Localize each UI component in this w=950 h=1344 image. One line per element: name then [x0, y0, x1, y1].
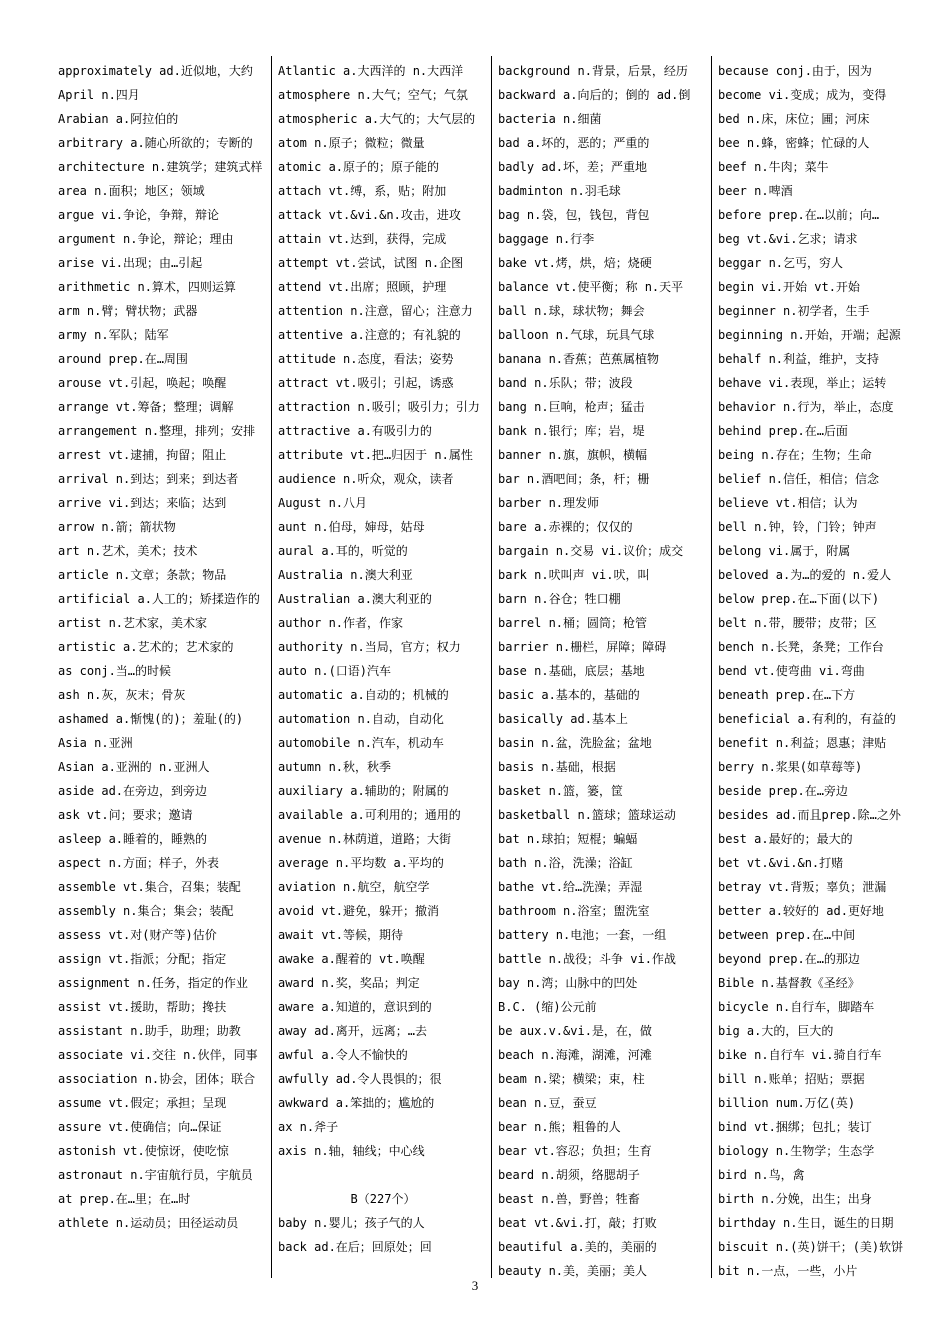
word-entry: belt n.带，腰带；皮带；区	[718, 616, 877, 630]
word-entry: besides ad.而且prep.除…之外	[718, 808, 901, 822]
word-entry: beggar n.乞丐，穷人	[718, 256, 844, 270]
word-column-3	[498, 56, 710, 1278]
word-entry: attentive a.注意的；有礼貌的	[278, 328, 461, 342]
word-entry: behalf n.利益，维护，支持	[718, 352, 880, 366]
word-entry: bed n.床，床位；圃；河床	[718, 112, 870, 126]
word-entry: beneficial a.有利的，有益的	[718, 712, 896, 726]
word-entry: atmospheric a.大气的；大气层的	[278, 112, 476, 126]
word-entry: autumn n.秋，秋季	[278, 760, 392, 774]
word-entry: belong vi.属于，附属	[718, 544, 851, 558]
word-entry: aspect n.方面；样子，外表	[58, 856, 220, 870]
word-entry: atomic a.原子的；原子能的	[278, 160, 440, 174]
word-entry: astonish vt.使惊讶，使吃惊	[58, 1144, 229, 1158]
word-entry: balance vt.使平衡；称 n.天平	[498, 280, 684, 294]
word-entry: barber n.理发师	[498, 496, 600, 510]
word-entry: attach vt.缚，系，贴；附加	[278, 184, 447, 198]
word-entry: behind prep.在…后面	[718, 424, 848, 438]
word-entry: bend vt.使弯曲 vi.弯曲	[718, 664, 865, 678]
word-entry: aunt n.伯母，婶母，姑母	[278, 520, 425, 534]
word-entry: arise vi.出现；由…引起	[58, 256, 203, 270]
word-entry: astronaut n.宇宙航行员，宇航员	[58, 1168, 253, 1182]
word-entry: bear vt.容忍；负担；生育	[498, 1144, 652, 1158]
word-entry: bit n.一点，一些，小片	[718, 1264, 858, 1278]
word-entry: before prep.在…以前；向…	[718, 208, 880, 222]
word-entry: bet vt.&vi.&n.打赌	[718, 856, 844, 870]
word-entry: basketball n.篮球；篮球运动	[498, 808, 676, 822]
word-entry: basic a.基本的，基础的	[498, 688, 640, 702]
word-entry: auto n.(口语)汽车	[278, 664, 392, 678]
word-entry: below prep.在…下面(以下)	[718, 592, 880, 606]
word-entry: arrangement n.整理，排列；安排	[58, 424, 256, 438]
word-entry: assistant n.助手，助理；助教	[58, 1024, 241, 1038]
word-entry: Bible n.基督教《圣经》	[718, 976, 860, 990]
word-entry: behave vi.表现，举止；运转	[718, 376, 887, 390]
word-entry: basket n.篮，篓，筐	[498, 784, 624, 798]
word-entry: ask vt.问；要求；邀请	[58, 808, 193, 822]
word-entry: better a.较好的 ad.更好地	[718, 904, 884, 918]
word-entry: bean n.豆，蚕豆	[498, 1096, 597, 1110]
word-entry: awake a.醒着的 vt.唤醒	[278, 952, 425, 966]
word-entry: arm n.臂；臂状物；武器	[58, 304, 198, 318]
word-entry: base n.基础，底层；基地	[498, 664, 645, 678]
word-entry: Arabian a.阿拉伯的	[58, 112, 179, 126]
word-entry: arbitrary a.随心所欲的；专断的	[58, 136, 253, 150]
word-entry: bag n.袋，包，钱包，背包	[498, 208, 650, 222]
word-entry: audience n.听众，观众，读者	[278, 472, 454, 486]
word-entry: bind vt.捆绑；包扎；装订	[718, 1120, 872, 1134]
word-entry: baggage n.行李	[498, 232, 595, 246]
word-entry: bicycle n.自行车，脚踏车	[718, 1000, 875, 1014]
word-entry: battery n.电池；一套，一组	[498, 928, 667, 942]
word-entry: badminton n.羽毛球	[498, 184, 621, 198]
word-entry: auxiliary a.辅助的；附属的	[278, 784, 449, 798]
word-entry: atmosphere n.大气；空气；气氛	[278, 88, 468, 102]
word-entry: bang n.巨响，枪声；猛击	[498, 400, 645, 414]
word-entry: Australian a.澳大利亚的	[278, 592, 432, 606]
word-entry: attraction n.吸引；吸引力；引力	[278, 400, 480, 414]
word-entry: bill n.账单；招贴；票据	[718, 1072, 865, 1086]
word-entry: barrel n.桶；圆筒；枪管	[498, 616, 648, 630]
word-entry: attention n.注意，留心；注意力	[278, 304, 473, 318]
word-entry: background n.背景，后景，经历	[498, 64, 688, 78]
word-entry: beauty n.美，美丽；美人	[498, 1264, 648, 1278]
word-entry: beginner n.初学者，生手	[718, 304, 870, 318]
word-entry: big a.大的，巨大的	[718, 1024, 834, 1038]
word-entry: badly ad.坏，差；严重地	[498, 160, 648, 174]
word-entry: be aux.v.&vi.是，在，做	[498, 1024, 652, 1038]
word-entry: automatic a.自动的；机械的	[278, 688, 449, 702]
word-entry: await vt.等候，期待	[278, 928, 404, 942]
word-entry: belief n.信任，相信；信念	[718, 472, 880, 486]
word-entry: because conj.由于，因为	[718, 64, 872, 78]
word-entry: atom n.原子；微粒；微量	[278, 136, 425, 150]
word-entry: Asian a.亚洲的 n.亚洲人	[58, 760, 210, 774]
word-entry: awkward a.笨拙的；尴尬的	[278, 1096, 435, 1110]
word-entry: banner n.旗，旗帜，横幅	[498, 448, 648, 462]
word-entry: arithmetic n.算术，四则运算	[58, 280, 236, 294]
word-entry: bench n.长凳，条凳；工作台	[718, 640, 884, 654]
word-entry: barn n.谷仓；牲口棚	[498, 592, 621, 606]
word-entry: bathe vt.给…洗澡；弄湿	[498, 880, 643, 894]
word-entry: arrange vt.筹备；整理；调解	[58, 400, 234, 414]
word-entry: assume vt.假定；承担；呈现	[58, 1096, 227, 1110]
section-spacer	[278, 1163, 488, 1187]
word-entry: avenue n.林荫道，道路；大街	[278, 832, 452, 846]
word-entry: assignment n.任务，指定的作业	[58, 976, 248, 990]
word-entry: beginning n.开始，开端；起源	[718, 328, 901, 342]
word-entry: berry n.浆果(如草莓等)	[718, 760, 863, 774]
word-entry: attend vt.出席；照顾，护理	[278, 280, 447, 294]
word-entry: art n.艺术，美术；技术	[58, 544, 198, 558]
word-entry: barrier n.栅栏，屏障；障碍	[498, 640, 667, 654]
word-entry: artistic a.艺术的；艺术家的	[58, 640, 234, 654]
word-entry: aviation n.航空，航空学	[278, 880, 430, 894]
word-entry: attract vt.吸引；引起，诱惑	[278, 376, 454, 390]
word-entry: between prep.在…中间	[718, 928, 856, 942]
word-entry: assign vt.指派；分配；指定	[58, 952, 227, 966]
word-entry: backward a.向后的；倒的 ad.倒	[498, 88, 691, 102]
word-entry: beneath prep.在…下方	[718, 688, 856, 702]
word-entry: author n.作者，作家	[278, 616, 404, 630]
word-entry: article n.文章；条款；物品	[58, 568, 227, 582]
word-entry: being n.存在；生物；生命	[718, 448, 872, 462]
word-entry: away ad.离开，远离；…去	[278, 1024, 428, 1038]
word-entry: around prep.在…周围	[58, 352, 188, 366]
word-entry: bee n.蜂，密蜂；忙碌的人	[718, 136, 870, 150]
word-entry: behavior n.行为，举止，态度	[718, 400, 894, 414]
word-entry: betray vt.背叛；辜负；泄漏	[718, 880, 887, 894]
word-entry: ball n.球，球状物；舞会	[498, 304, 645, 318]
word-entry: awfully ad.令人畏惧的；很	[278, 1072, 442, 1086]
word-entry: battle n.战役；斗争 vi.作战	[498, 952, 676, 966]
word-column-2	[278, 56, 490, 1278]
word-entry: assemble vt.集合，召集；装配	[58, 880, 241, 894]
word-entry: biology n.生物学；生态学	[718, 1144, 875, 1158]
word-entry: begin vi.开始 vt.开始	[718, 280, 860, 294]
word-entry: April n.四月	[58, 88, 140, 102]
word-entry: aware a.知道的，意识到的	[278, 1000, 432, 1014]
word-entry: at prep.在…里；在…时	[58, 1192, 191, 1206]
word-entry: bear n.熊；粗鲁的人	[498, 1120, 621, 1134]
word-entry: automobile n.汽车，机动车	[278, 736, 444, 750]
word-entry: association n.协会，团体；联合	[58, 1072, 256, 1086]
word-entry: basically ad.基本上	[498, 712, 628, 726]
word-entry: baby n.婴儿；孩子气的人	[278, 1216, 425, 1230]
word-entry: attitude n.态度，看法；姿势	[278, 352, 454, 366]
word-entry: biscuit n.(英)饼干；(美)软饼	[718, 1240, 904, 1254]
word-entry: assembly n.集合；集会；装配	[58, 904, 234, 918]
word-entry: ashamed a.惭愧(的)；羞耻(的)	[58, 712, 244, 726]
word-entry: bike n.自行车 vi.骑自行车	[718, 1048, 882, 1062]
word-entry: birth n.分娩，出生；出身	[718, 1192, 872, 1206]
word-entry: argue vi.争论，争辩，辩论	[58, 208, 220, 222]
word-entry: bare a.赤裸的；仅仅的	[498, 520, 633, 534]
word-entry: assure vt.使确信；向…保证	[58, 1120, 222, 1134]
word-entry: beef n.牛肉；菜牛	[718, 160, 829, 174]
column-divider-2	[491, 56, 492, 1278]
word-entry: arrival n.到达；到来；到达者	[58, 472, 239, 486]
word-entry: attempt vt.尝试，试图 n.企图	[278, 256, 464, 270]
word-entry: available a.可利用的；通用的	[278, 808, 461, 822]
word-entry: band n.乐队；带；波段	[498, 376, 633, 390]
word-entry: beloved a.为…的爱的 n.爱人	[718, 568, 892, 582]
word-entry: banana n.香蕉；芭蕉属植物	[498, 352, 660, 366]
page-number: 3	[471, 1278, 479, 1293]
word-entry: approximately ad.近似地，大约	[58, 64, 253, 78]
word-entry: beautiful a.美的，美丽的	[498, 1240, 657, 1254]
word-entry: bath n.浴，洗澡；浴缸	[498, 856, 633, 870]
word-entry: argument n.争论，辩论；理由	[58, 232, 234, 246]
word-entry: billion num.万亿(英)	[718, 1096, 856, 1110]
word-entry: bathroom n.浴室；盥洗室	[498, 904, 650, 918]
word-entry: bark n.吠叫声 vi.吠，叫	[498, 568, 650, 582]
section-heading: B（227个）	[350, 1192, 416, 1206]
word-column-1	[58, 56, 270, 1278]
word-entry: beside prep.在…旁边	[718, 784, 848, 798]
word-entry: bake vt.烤，烘，焙；烧硬	[498, 256, 652, 270]
word-entry: axis n.轴，轴线；中心线	[278, 1144, 425, 1158]
word-entry: associate vi.交往 n.伙伴，同事	[58, 1048, 258, 1062]
word-entry: aural a.耳的，听觉的	[278, 544, 408, 558]
word-entry: arrive vi.到达；来临；达到	[58, 496, 227, 510]
word-entry: as conj.当…的时候	[58, 664, 172, 678]
word-entry: assess vt.对(财产等)估价	[58, 928, 217, 942]
column-divider-1	[271, 56, 272, 1278]
word-entry: aside ad.在旁边，到旁边	[58, 784, 208, 798]
word-entry: Australia n.澳大利亚	[278, 568, 413, 582]
word-entry: arouse vt.引起，唤起；唤醒	[58, 376, 227, 390]
word-entry: best a.最好的；最大的	[718, 832, 853, 846]
word-entry: bad a.坏的，恶的；严重的	[498, 136, 650, 150]
word-entry: awful a.令人不愉快的	[278, 1048, 408, 1062]
word-entry: bay n.湾；山脉中的凹处	[498, 976, 638, 990]
word-entry: attribute vt.把…归因于 n.属性	[278, 448, 473, 462]
word-entry: beard n.胡须，络腮胡子	[498, 1168, 640, 1182]
word-entry: believe vt.相信；认为	[718, 496, 858, 510]
word-entry: beam n.梁；横梁；束，柱	[498, 1072, 645, 1086]
word-entry: award n.奖，奖品；判定	[278, 976, 420, 990]
word-entry: B.C. (缩)公元前	[498, 1000, 597, 1014]
word-entry: benefit n.利益；恩惠；津贴	[718, 736, 887, 750]
word-entry: bird n.鸟，禽	[718, 1168, 805, 1182]
word-entry: bar n.酒吧间；条，杆；栅	[498, 472, 650, 486]
word-entry: attack vt.&vi.&n.攻击，进攻	[278, 208, 461, 222]
word-entry: beast n.兽，野兽；牲畜	[498, 1192, 640, 1206]
word-entry: Asia n.亚洲	[58, 736, 133, 750]
word-entry: arrow n.箭；箭状物	[58, 520, 176, 534]
word-entry: balloon n.气球，玩具气球	[498, 328, 655, 342]
word-entry: average n.平均数 a.平均的	[278, 856, 444, 870]
word-entry: beyond prep.在…的那边	[718, 952, 860, 966]
word-entry: birthday n.生日，诞生的日期	[718, 1216, 894, 1230]
word-entry: beat vt.&vi.打，敲；打败	[498, 1216, 657, 1230]
word-entry: back ad.在后；回原处；回	[278, 1240, 432, 1254]
word-entry: August n.八月	[278, 496, 368, 510]
word-entry: area n.面积；地区；领域	[58, 184, 205, 198]
word-entry: asleep a.睡着的，睡熟的	[58, 832, 208, 846]
word-entry: Atlantic a.大西洋的 n.大西洋	[278, 64, 464, 78]
word-entry: beer n.啤酒	[718, 184, 793, 198]
word-entry: attractive a.有吸引力的	[278, 424, 432, 438]
word-entry: automation n.自动，自动化	[278, 712, 444, 726]
word-entry: assist vt.援助，帮助；搀扶	[58, 1000, 227, 1014]
word-entry: ax n.斧子	[278, 1120, 339, 1134]
word-entry: ash n.灰，灰末；骨灰	[58, 688, 186, 702]
word-entry: bell n.钟，铃，门铃；钟声	[718, 520, 877, 534]
word-entry: beach n.海滩，湖滩，河滩	[498, 1048, 652, 1062]
word-entry: attain vt.达到，获得，完成	[278, 232, 447, 246]
word-entry: basis n.基础，根据	[498, 760, 616, 774]
word-entry: become vi.变成；成为，变得	[718, 88, 887, 102]
word-entry: bargain n.交易 vi.议价；成交	[498, 544, 684, 558]
word-entry: beg vt.&vi.乞求；请求	[718, 232, 858, 246]
word-entry: artificial a.人工的；矫揉造作的	[58, 592, 260, 606]
column-divider-3	[711, 56, 712, 1278]
word-column-4	[718, 56, 914, 1278]
word-entry: arrest vt.逮捕，拘留；阻止	[58, 448, 227, 462]
word-entry: bacteria n.细菌	[498, 112, 602, 126]
word-entry: architecture n.建筑学；建筑式样	[58, 160, 263, 174]
word-entry: athlete n.运动员；田径运动员	[58, 1216, 239, 1230]
word-entry: bat n.球拍；短棍；蝙蝠	[498, 832, 638, 846]
word-entry: bank n.银行；库；岩，堤	[498, 424, 645, 438]
word-entry: artist n.艺术家，美术家	[58, 616, 208, 630]
word-entry: avoid vt.避免，躲开；撤消	[278, 904, 440, 918]
word-entry: army n.军队；陆军	[58, 328, 169, 342]
word-entry: authority n.当局，官方；权力	[278, 640, 461, 654]
word-entry: basin n.盆，洗脸盆；盆地	[498, 736, 652, 750]
